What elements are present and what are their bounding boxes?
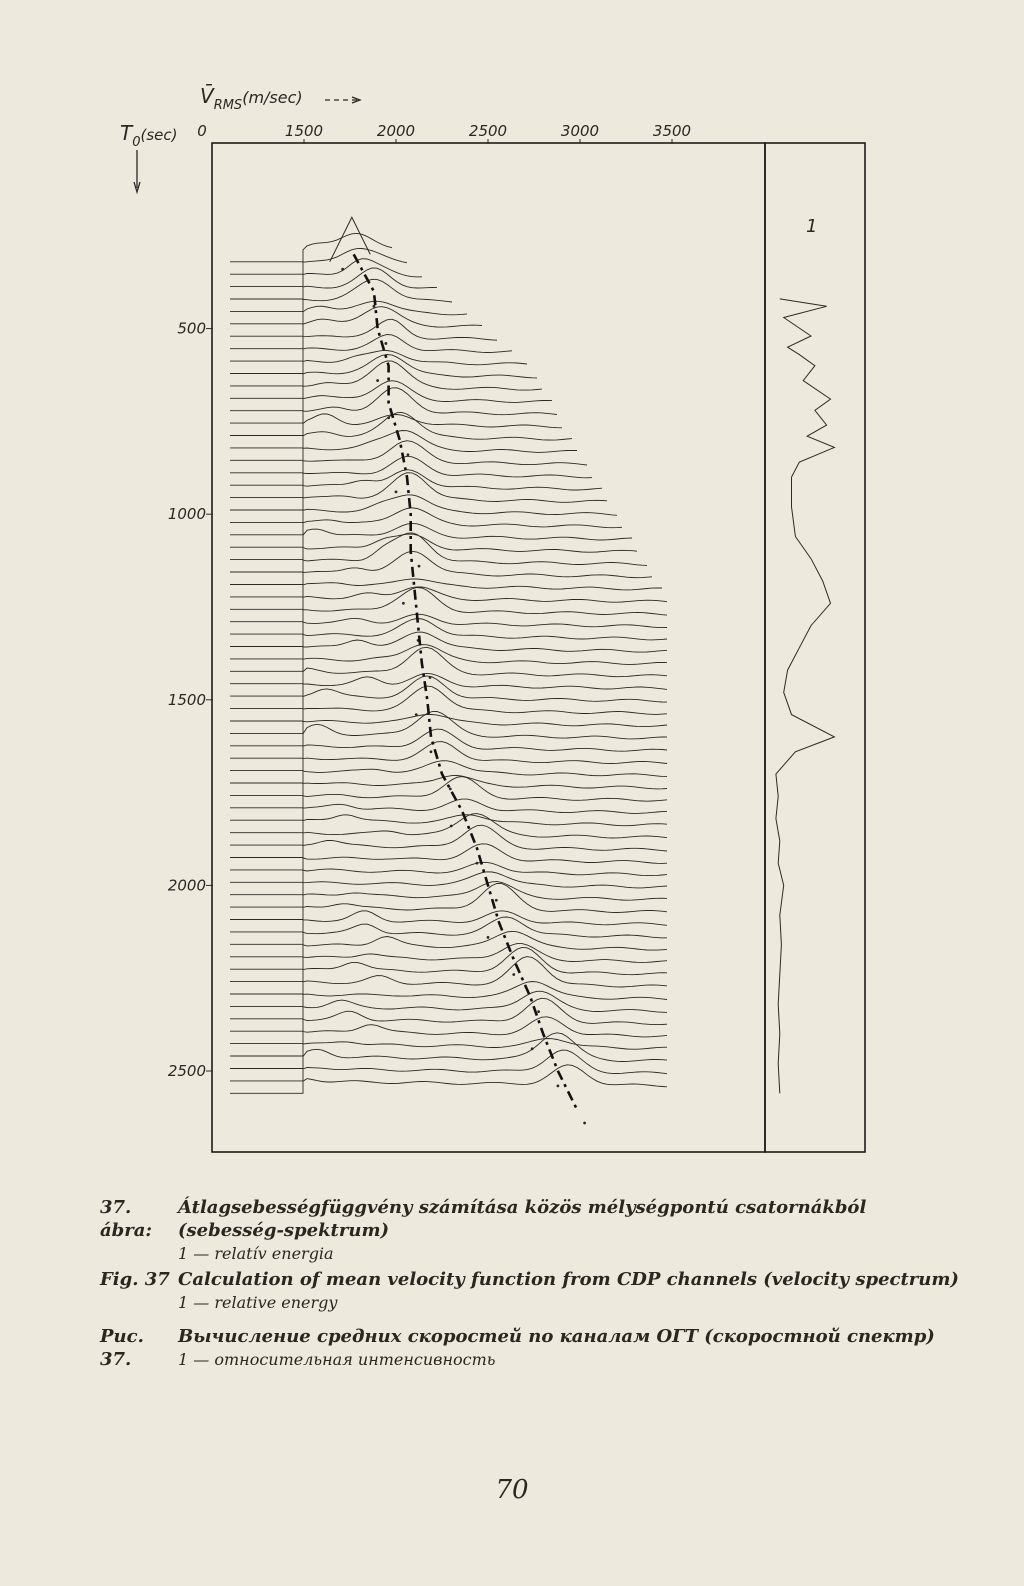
pick-dot — [449, 787, 452, 790]
y-tick-label: 2000 — [167, 876, 206, 895]
spectrum-trace — [230, 1050, 667, 1081]
spectrum-trace — [230, 632, 667, 659]
peak-picks — [341, 268, 586, 1125]
y-tick-label: 2500 — [167, 1062, 206, 1080]
velocity-traces — [230, 233, 667, 1093]
caption-hu-label: 37. ábra: — [100, 1197, 153, 1241]
pick-dot — [429, 676, 432, 679]
energy-curve-label: 1 — [806, 216, 818, 237]
spectrum-trace — [230, 957, 667, 994]
pick-dot — [402, 602, 405, 605]
pick-dot — [376, 379, 379, 382]
spectrum-trace — [230, 911, 667, 932]
spectrum-trace — [230, 335, 512, 362]
spectrum-trace — [230, 825, 667, 857]
pick-dot — [557, 1084, 560, 1087]
spectrum-trace — [230, 579, 662, 597]
x-tick-label: 3000 — [560, 122, 600, 140]
spectrum-trace — [230, 279, 452, 311]
spectrum-trace — [230, 587, 667, 609]
spectrum-trace — [230, 673, 667, 696]
spectrum-trace — [230, 614, 667, 634]
caption-hu-text: Átlagsebességfüggvény számítása közös mélységpontú csatornákból (sebesség-spektrum) — [178, 1197, 867, 1241]
pick-dot — [341, 268, 344, 271]
spectrum-trace — [230, 686, 667, 721]
pick-dot — [495, 899, 498, 902]
spectrum-trace — [230, 991, 667, 1019]
pick-dot — [430, 750, 433, 753]
y-tick-label: 1000 — [167, 505, 206, 524]
x-axis-arrow — [325, 97, 360, 103]
y-tick-label: 1500 — [167, 690, 206, 709]
x-tick-label: 2000 — [376, 122, 416, 140]
energy-panel — [776, 216, 835, 1093]
pick-dot — [487, 936, 490, 939]
spectrum-trace — [230, 947, 667, 981]
pick-dot — [476, 862, 479, 865]
spectrum-trace — [230, 259, 422, 287]
spectrum-trace — [230, 814, 667, 846]
spectrum-trace — [230, 645, 667, 672]
spectrum-trace — [230, 495, 617, 523]
x-axis-ticks — [197, 122, 691, 143]
pick-dot — [418, 565, 421, 568]
caption-ru-sub: 1 — относительная интенсивность — [178, 1350, 496, 1369]
caption-hu-sub: 1 — relatív energia — [178, 1244, 334, 1263]
spectrum-trace — [230, 761, 667, 783]
caption-russian — [100, 1325, 960, 1371]
energy-curve — [776, 299, 835, 1093]
caption-en-sub: 1 — relative energy — [178, 1293, 338, 1312]
x-tick-label: 1500 — [284, 122, 324, 140]
caption-hungarian — [100, 1196, 960, 1265]
pick-dot — [537, 1010, 540, 1013]
spectrum-trace — [230, 1039, 667, 1057]
spectrum-trace — [230, 388, 557, 423]
y-axis-title: $T_0^{(sec)}$ — [120, 121, 178, 150]
spectrum-trace — [230, 883, 667, 919]
spectrum-trace — [230, 361, 542, 398]
spectrum-trace — [230, 872, 667, 895]
pick-dot — [583, 1122, 586, 1125]
spectrum-trace — [230, 715, 667, 734]
velocity-function — [354, 254, 577, 1108]
pick-dot — [373, 305, 376, 308]
spectrum-trace — [230, 647, 667, 683]
caption-english — [100, 1268, 960, 1314]
spectrum-trace — [230, 268, 437, 299]
pick-dot — [531, 1047, 534, 1050]
velocity-function-line — [354, 254, 577, 1108]
top-peak-trace — [330, 217, 370, 262]
spectrum-trace — [230, 470, 602, 498]
spectrum-trace — [230, 351, 527, 374]
spectrum-trace — [230, 508, 622, 535]
spectrum-trace — [230, 917, 667, 944]
caption-en-label: Fig. 37 — [100, 1269, 170, 1290]
pick-dot — [512, 973, 515, 976]
x-tick-label: 0 — [197, 122, 207, 140]
pick-dot — [407, 453, 410, 456]
caption-ru-text: Вычисление средних скоростей по каналам ОГТ (скоростной спектр) — [178, 1326, 935, 1347]
pick-dot — [384, 342, 387, 345]
spectrum-trace — [230, 1017, 667, 1044]
x-tick-label: 2500 — [468, 122, 508, 140]
spectrum-trace — [230, 815, 667, 833]
spectrum-trace — [230, 844, 667, 870]
top-peak — [330, 217, 370, 262]
spectrum-trace — [230, 1033, 667, 1069]
caption-ru-label: Рис. 37. — [100, 1326, 144, 1370]
spectrum-trace — [230, 523, 632, 547]
spectrum-trace — [230, 355, 537, 386]
y-axis-ticks — [168, 320, 213, 1080]
pick-dot — [415, 713, 418, 716]
spectrum-trace — [230, 588, 667, 622]
page-number: 70 — [495, 1475, 529, 1505]
x-axis-title: $V̄_{RMS}^{(m/sec)}$ — [200, 84, 303, 113]
spectrum-trace — [230, 233, 392, 261]
spectrum-trace — [230, 473, 607, 510]
caption-en-text: Calculation of mean velocity function from CDP channels (velocity spectrum) — [178, 1269, 959, 1290]
spectrum-trace — [230, 862, 667, 882]
spectrum-trace — [230, 381, 552, 411]
spectrum-trace — [230, 1065, 667, 1094]
spectrum-trace — [230, 712, 667, 746]
energy-frame — [765, 143, 865, 1152]
spectrum-trace — [230, 998, 667, 1031]
spectrum-frame — [212, 143, 765, 1152]
x-tick-label: 3500 — [652, 122, 692, 140]
pick-dot — [450, 825, 453, 828]
pick-dot — [387, 416, 390, 419]
y-axis-arrow — [134, 150, 140, 192]
spectrum-trace — [230, 799, 667, 820]
pick-dot — [395, 491, 398, 494]
y-tick-label: 500 — [177, 319, 206, 338]
